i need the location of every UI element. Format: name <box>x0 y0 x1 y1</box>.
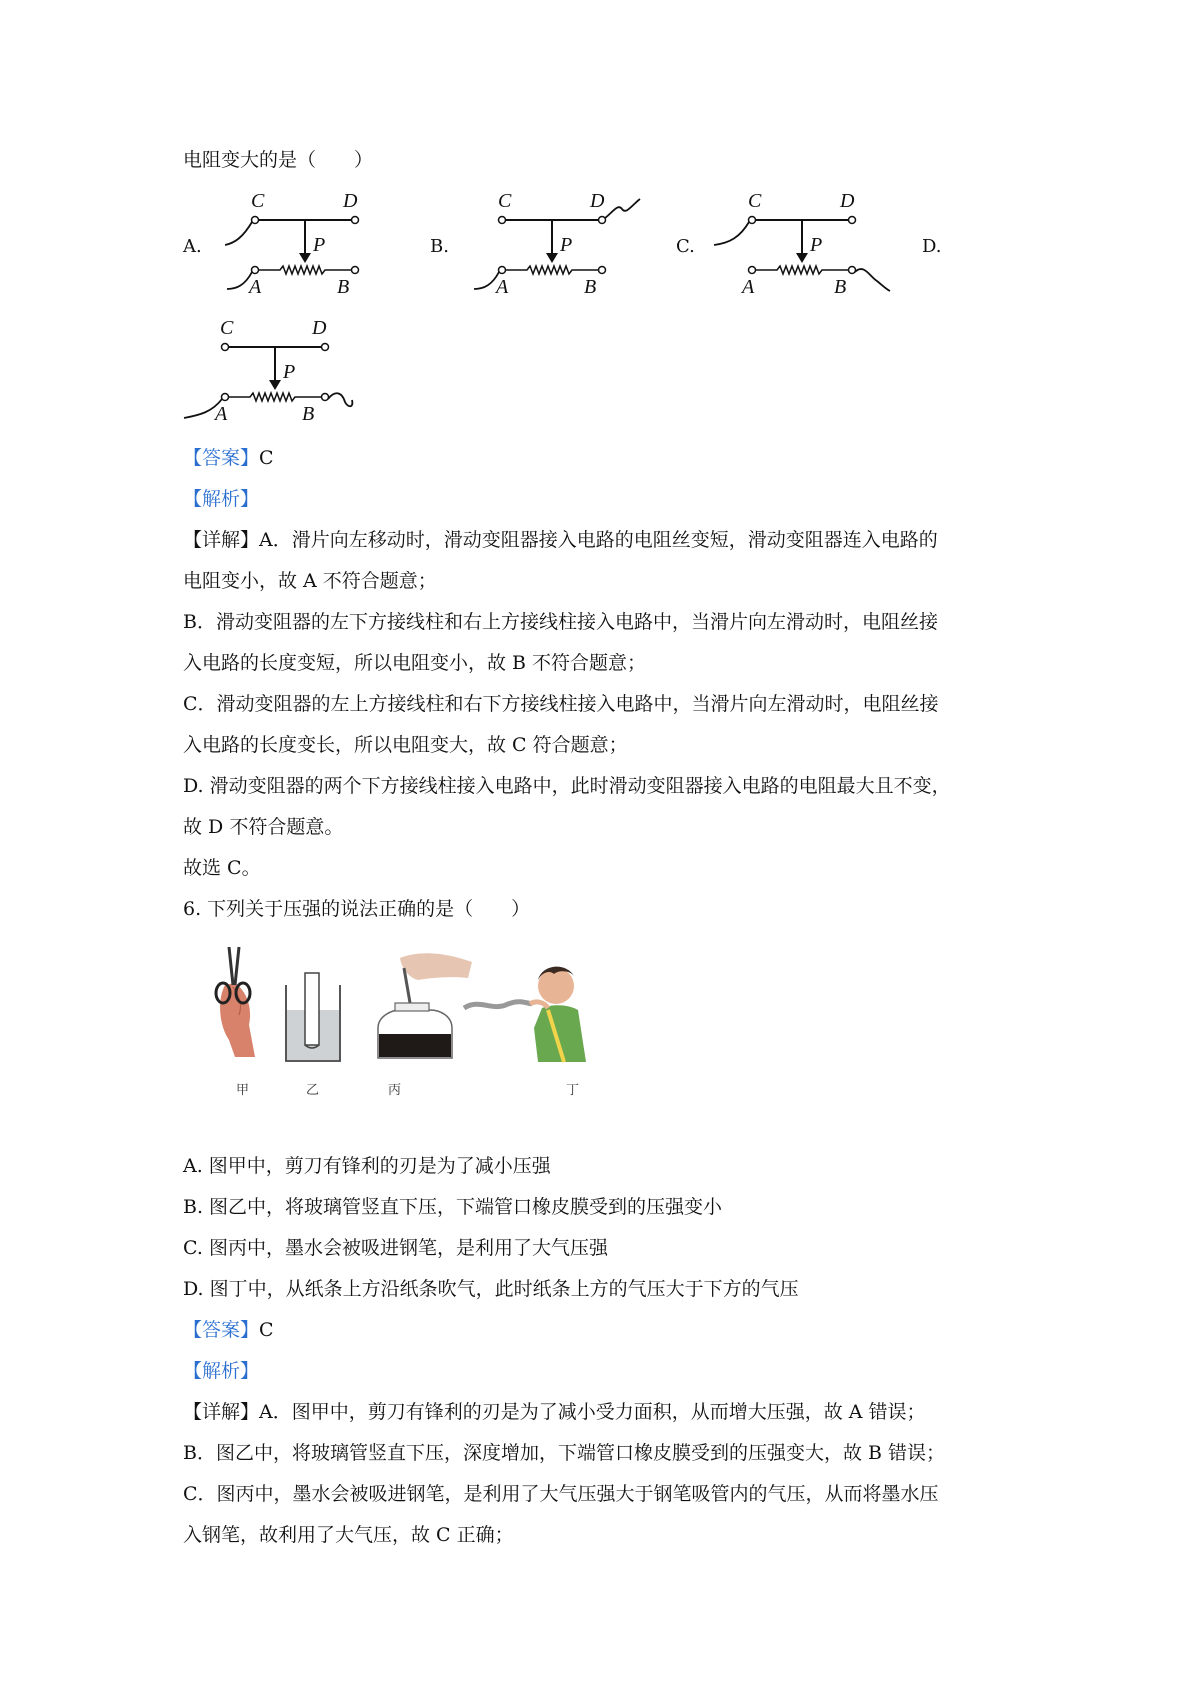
terminal-b-label: B <box>584 276 597 298</box>
q5-option-d-label: D. <box>922 236 942 257</box>
terminal-c-label: C <box>251 190 265 212</box>
terminal-a-label: A <box>742 276 755 298</box>
q6-option-b: B. 图乙中，将玻璃管竖直下压，下端管口橡皮膜受到的压强变小 <box>183 1196 723 1218</box>
q6-detail-line-3: C．图丙中，墨水会被吸进钢笔，是利用了大气压强大于钢笔吸管内的气压，从而将墨水压 <box>183 1483 939 1505</box>
terminal-p-label: P <box>313 234 326 256</box>
q6-analysis-tag: 【解析】 <box>183 1360 260 1382</box>
q6-detail-line-4: 入钢笔，故利用了大气压，故 C 正确； <box>183 1524 514 1546</box>
q5-option-c-label: C. <box>676 236 695 257</box>
q5-detail-line-3: B．滑动变阻器的左下方接线柱和右上方接线柱接入电路中，当滑片向左滑动时，电阻丝接 <box>183 611 938 633</box>
rheostat-diagram-b <box>472 185 647 300</box>
detail-tag: 【详解】 <box>183 1401 260 1423</box>
q6-option-a: A. 图甲中，剪刀有锋利的刃是为了减小压强 <box>183 1155 551 1177</box>
terminal-d-label: D <box>590 190 605 212</box>
answer-value: C <box>259 447 274 469</box>
detail-tag: 【详解】 <box>183 529 260 551</box>
terminal-b-label: B <box>302 403 315 425</box>
answer-tag: 【答案】 <box>183 447 260 469</box>
q5-analysis-tag: 【解析】 <box>183 488 260 510</box>
terminal-c-label: C <box>498 190 512 212</box>
detail-text: A．图甲中，剪刀有锋利的刃是为了减小受力面积，从而增大压强，故 A 错误； <box>259 1401 926 1423</box>
q5-detail-line-5: C．滑动变阻器的左上方接线柱和右下方接线柱接入电路中，当滑片向左滑动时，电阻丝接 <box>183 693 939 715</box>
q5-answer <box>183 446 274 470</box>
q6-stem: 6. 下列关于压强的说法正确的是（ ） <box>183 898 531 920</box>
q5-detail-line-1 <box>183 528 938 552</box>
scissors-hand-illustration <box>205 945 270 1063</box>
terminal-p-label: P <box>810 234 823 256</box>
q5-stem-tail: 电阻变大的是（ ） <box>183 149 374 171</box>
q5-detail-line-8: 故 D 不符合题意。 <box>183 816 344 838</box>
rheostat-diagram-d <box>180 312 355 427</box>
ink-bottle-illustration <box>370 948 475 1066</box>
terminal-a-label: A <box>249 276 262 298</box>
q6-answer <box>183 1318 274 1342</box>
terminal-a-label: A <box>496 276 509 298</box>
boy-blowing-paper-illustration <box>462 958 597 1066</box>
terminal-d-label: D <box>343 190 358 212</box>
terminal-b-label: B <box>834 276 847 298</box>
q5-detail-line-9: 故选 C。 <box>183 857 261 879</box>
answer-tag: 【答案】 <box>183 1319 260 1341</box>
q5-option-b-label: B. <box>430 236 449 257</box>
q6-detail-line-1 <box>183 1400 926 1424</box>
q6-option-c: C. 图丙中，墨水会被吸进钢笔，是利用了大气压强 <box>183 1237 608 1259</box>
q5-option-a-label: A. <box>183 236 202 257</box>
detail-text: A．滑片向左移动时，滑动变阻器接入电路的电阻丝变短，滑动变阻器连入电路的 <box>259 529 938 551</box>
q5-detail-line-7: D. 滑动变阻器的两个下方接线柱接入电路中，此时滑动变阻器接入电路的电阻最大且不变， <box>183 775 951 797</box>
terminal-b-label: B <box>337 276 350 298</box>
terminal-d-label: D <box>312 317 327 339</box>
terminal-c-label: C <box>748 190 762 212</box>
beaker-tube-illustration <box>283 965 343 1065</box>
q5-detail-line-2: 电阻变小，故 A 不符合题意； <box>183 570 437 592</box>
q6-option-d: D. 图丁中，从纸条上方沿纸条吹气，此时纸条上方的气压大于下方的气压 <box>183 1278 799 1300</box>
terminal-a-label: A <box>215 403 228 425</box>
q6-detail-line-2: B．图乙中，将玻璃管竖直下压，深度增加，下端管口橡皮膜受到的压强变大，故 B 错误； <box>183 1442 946 1464</box>
terminal-c-label: C <box>220 317 234 339</box>
figure-caption-jia: 甲 <box>236 1083 250 1098</box>
figure-caption-ding: 丁 <box>566 1083 580 1098</box>
figure-caption-yi: 乙 <box>306 1083 320 1098</box>
rheostat-diagram-c <box>712 185 892 300</box>
q5-detail-line-4: 入电路的长度变短，所以电阻变小，故 B 不符合题意； <box>183 652 647 674</box>
q5-detail-line-6: 入电路的长度变长，所以电阻变大，故 C 符合题意； <box>183 734 628 756</box>
answer-value: C <box>259 1319 274 1341</box>
rheostat-diagram-a <box>225 185 375 300</box>
terminal-d-label: D <box>840 190 855 212</box>
terminal-p-label: P <box>283 361 296 383</box>
terminal-p-label: P <box>560 234 573 256</box>
figure-caption-bing: 丙 <box>388 1083 402 1098</box>
